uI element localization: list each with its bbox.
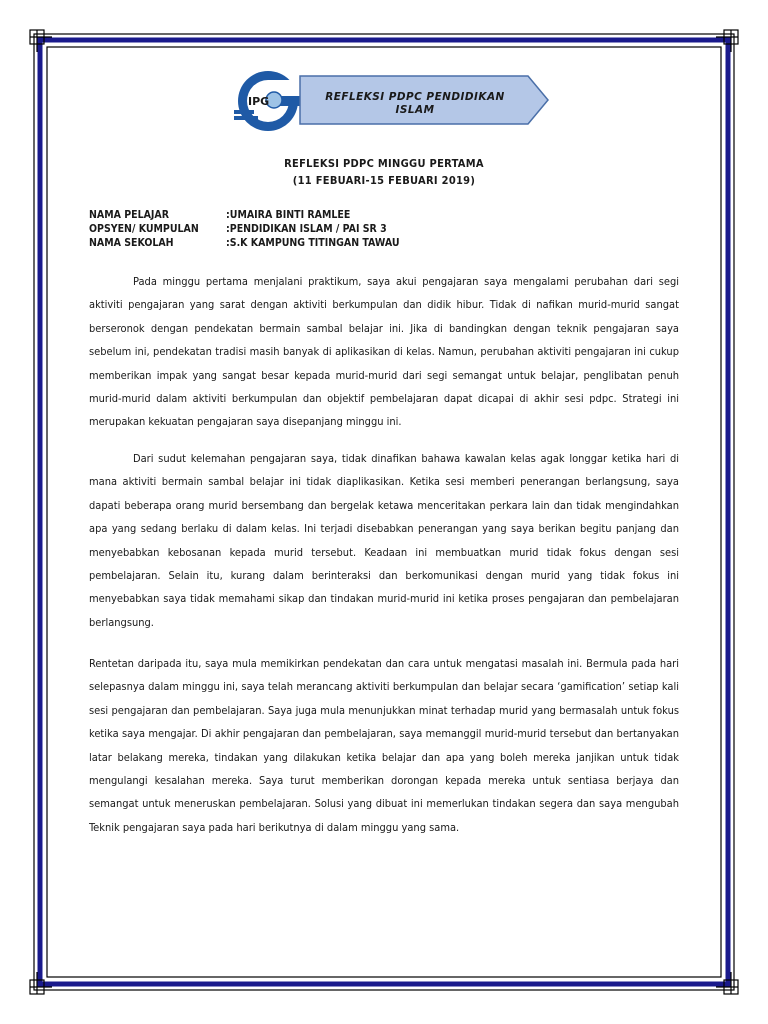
info-label: OPSYEN/ KUMPULAN — [89, 223, 199, 235]
info-value: :UMAIRA BINTI RAMLEE — [226, 209, 351, 221]
logo-text: IPG — [248, 95, 270, 108]
paragraph-solutions: Rentetan daripada itu, saya mula memikirkan pendekatan dan cara untuk mengatasi masalah ini. Bermula pada hari selepasnya dalam minggu ini, saya telah merancang aktiviti berkumpulan dan belajar secara ‘gamification’ setiap kali sesi pengajaran dan pembelajaran. Saya juga mula menunjukkan minat terhadap murid yang bermasalah untuk fokus ketika saya mengajar. Di akhir pengajaran dan pembelajaran, saya memanggil murid-murid tersebut dan bertanyakan latar belakang mereka, tindakan yang dilakukan ketika belajar dan apa yang boleh mereka janjikan untuk tidak mengulangi kesalahan mereka. Saya turut memberikan dorongan kepada mereka untuk sentiasa berjaya dan semangat untuk meneruskan pembelajaran. Solusi yang dibuat ini memerlukan tindakan segera dan saya mengubah Teknik pengajaran saya pada hari berikutnya di dalam minggu yang sama. — [89, 657, 679, 834]
student-info — [89, 208, 400, 250]
document-date-range: (11 FEBUARI-15 FEBUARI 2019) — [292, 174, 476, 187]
banner-title: REFLEKSI PDPC PENDIDIKAN ISLAM — [325, 90, 505, 116]
paragraph-strengths: Pada minggu pertama menjalani praktikum, saya akui pengajaran saya mengalami perubahan dari segi aktiviti pengajaran yang sarat dengan aktiviti berkumpulan dan didik hibur. Tidak di nafikan murid-murid sangat berseronok dengan pendekatan bermain sambal belajar ini. Jika di bandingkan dengan teknik pengajaran saya sebelum ini, pendekatan tradisi masih banyak di aplikasikan di kelas. Namun, perubahan aktiviti pengajaran ini cukup memberikan impak yang sangat besar kepada murid-murid dari segi semangat untuk belajar, penglibatan penuh murid-murid dalam aktiviti berkumpulan dan objektif pembelajaran dapat dicapai di akhir sesi pdpc. Strategi ini merupakan kekuatan pengajaran saya disepanjang minggu ini. — [89, 275, 679, 429]
ipg-logo — [232, 66, 304, 136]
info-row-option — [89, 222, 400, 236]
info-row-name — [89, 208, 400, 222]
info-label: NAMA PELAJAR — [89, 209, 170, 221]
info-label: NAMA SEKOLAH — [89, 237, 174, 249]
info-value: :S.K KAMPUNG TITINGAN TAWAU — [226, 237, 400, 249]
info-row-school — [89, 236, 400, 250]
document-title: REFLEKSI PDPC MINGGU PERTAMA — [284, 157, 484, 170]
info-value: :PENDIDIKAN ISLAM / PAI SR 3 — [226, 223, 387, 235]
paragraph-weaknesses: Dari sudut kelemahan pengajaran saya, tidak dinafikan bahawa kawalan kelas agak longgar ketika hari di mana aktiviti bermain sambal belajar ini tidak diaplikasikan. Ketika sesi memberi penerangan berlangsung, saya dapati beberapa orang murid bersembang dan bergelak ketawa menceritakan perkara lain dan tidak mengindahkan apa yang sedang berlaku di dalam kelas. Ini terjadi disebabkan penerangan yang saya berikan begitu panjang dan menyebabkan kebosanan kepada murid tersebut. Keadaan ini membuatkan murid tidak fokus dengan sesi pembelajaran. Selain itu, kurang dalam berinteraksi dan berkomunikasi dengan murid yang tidak fokus ini menyebabkan saya tidak memahami sikap dan tindakan murid-murid ini ketika proses pengajaran dan pembelajaran berlangsung. — [89, 452, 679, 629]
